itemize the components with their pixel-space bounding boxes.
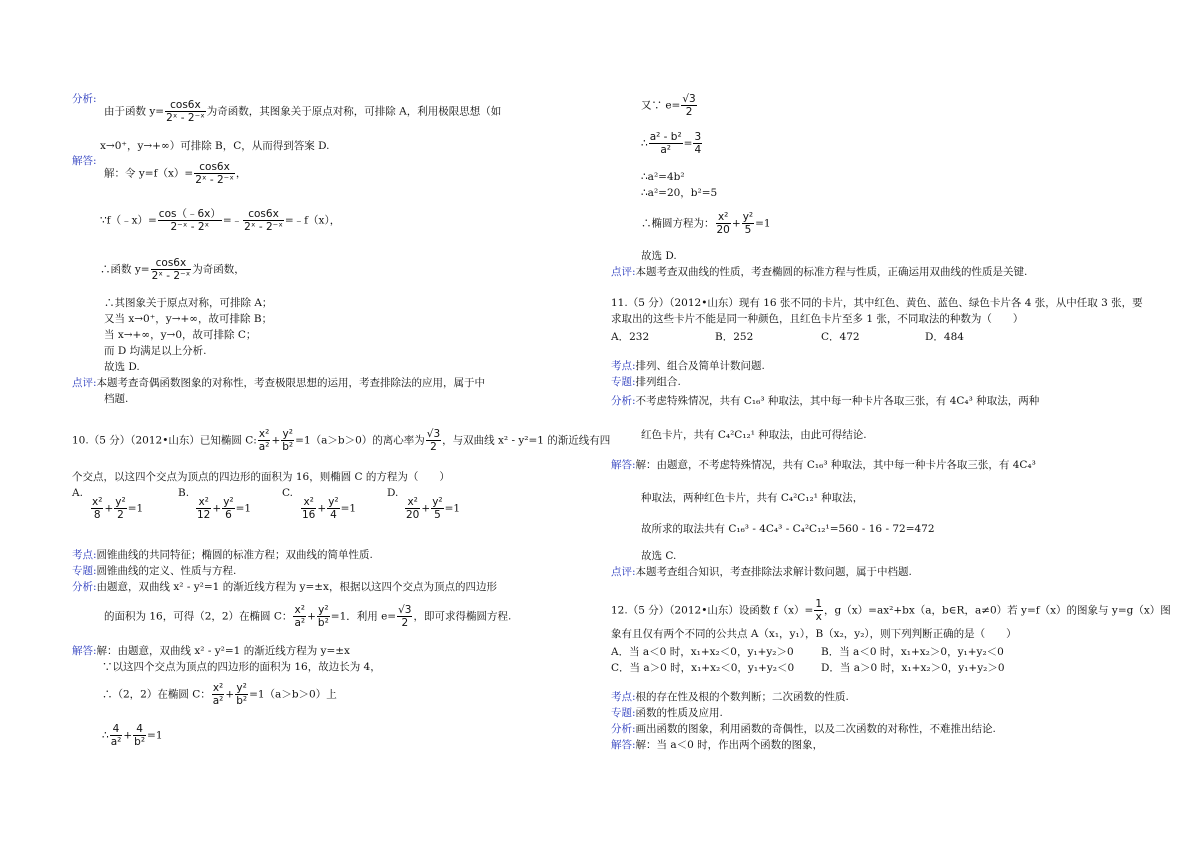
solution-line-6: 当 x→+∞，y→0，故可排除 C； xyxy=(104,329,257,341)
fraction: $\frac{\text{x²}}{\text{a²}}$ xyxy=(258,428,270,453)
analysis-line-5: 分析:不考虑特殊情况，共有 C₁₆³ 种取法，其中每一种卡片各取三张，有 4C₄³ 种取法，两种 xyxy=(611,395,1040,407)
analysis-line-1: 由于函数 y= $\frac{\cos 6x}{\text{2ˣ - 2⁻ˣ}}$ 为奇函数，其图象关于原点对称，可排除 A，利用极限思想（如 xyxy=(104,99,502,124)
point-line-2: 考点:排列、组合及简单计数问题. xyxy=(611,360,765,372)
comment-line-3: 点评:本题考查双曲线的性质，考查椭圆的标准方程与性质，正确运用双曲线的性质是关键. xyxy=(611,266,1028,278)
fraction: $\frac{\cos(﹣6x)}{\text{2⁻ˣ - 2ˣ}}$ xyxy=(158,208,221,233)
fraction: $\frac{\cos 6x}{\text{2ˣ - 2⁻ˣ}}$ xyxy=(166,99,205,124)
fraction: $\frac{\cos 6x}{\text{2ˣ - 2⁻ˣ}}$ xyxy=(244,208,283,233)
q12-option-b: B．当 a＜0 时，x₁+x₂＞0，y₁+y₂＜0 xyxy=(821,646,1004,658)
option-b-formula: $\frac{\text{x²}}{12}$ + $\frac{\text{y²}}{6}$ =1 xyxy=(197,496,252,521)
analysis-line-3: 分析:由题意，双曲线 x² - y²=1 的渐近线方程为 y=±x，根据以这四个交点为顶点的四边形 xyxy=(72,581,497,593)
analysis-label: 分析: xyxy=(72,93,97,105)
analysis-line-4: 的面积为 16，可得（2，2）在椭圆 C： $\frac{\text{x²}}{\text{a²}}$ + $\frac{\text{y²}}{\text{b²}}$ =1．利用 e= $\frac{√3}{2}$ ，即可求得椭圆方程. xyxy=(104,604,512,629)
solution-line-18: 故选 D. xyxy=(641,250,677,262)
topic-line-2: 专题:排列组合. xyxy=(611,376,681,388)
solution-line-10: ∵以这四个交点为顶点的四边形的面积为 16，故边长为 4， xyxy=(102,661,381,673)
solution-line-21: 故所求的取法共有 C₁₆³ - 4C₄³ - C₄²C₁₂¹=560 - 16 - 72=472 xyxy=(641,523,935,535)
solution-line-8: 故选 D. xyxy=(104,361,140,373)
solution-line-19: 解答:解：由题意，不考虑特殊情况，共有 C₁₆³ 种取法，其中每一种卡片各取三张，有 4C₄³ xyxy=(611,459,1036,471)
question-11-line-2: 求取出的这些卡片不能是同一种颜色，且红色卡片至多 1 张，不同取法的种数为（ ） xyxy=(611,313,1024,325)
comment-label: 点评: xyxy=(72,377,97,389)
option-a-formula: $\frac{\text{x²}}{8}$ + $\frac{\text{y²}}{2}$ =1 xyxy=(92,496,144,521)
analysis-line-6: 红色卡片，共有 C₄²C₁₂¹ 种取法，由此可得结论. xyxy=(641,429,867,441)
solution-line-12: ∴ $\frac{4}{\text{a²}}$ + $\frac{4}{\text{b²}}$ =1 xyxy=(102,723,163,748)
question-12-line-1: 12.（5 分）（2012•山东）设函数 f（x）= $\frac{1}{x}$ ，g（x）=ax²+bx（a，b∈R，a≠0）若 y=f（x）的图象与 y=g（x）图 xyxy=(611,598,1171,623)
fraction: $\frac{√3}{2}$ xyxy=(426,428,441,453)
comment-line-4: 点评:本题考查组合知识，考查排除法求解计数问题，属于中档题. xyxy=(611,566,912,578)
solution-line-5: 又当 x→0⁺，y→+∞，故可排除 B； xyxy=(104,313,273,325)
topic-line-3: 专题:函数的性质及应用. xyxy=(611,707,723,719)
solution-line-17: ∴椭圆方程为： $\frac{\text{x²}}{20}$ + $\frac{\text{y²}}{5}$ =1 xyxy=(641,211,771,236)
solution-line-11: ∴（2，2）在椭圆 C： $\frac{\text{x²}}{\text{a²}}$ + $\frac{\text{y²}}{\text{b²}}$ =1（a＞b＞0）上 xyxy=(102,682,337,707)
solution-line-20: 种取法，两种红色卡片，共有 C₄²C₁₂¹ 种取法， xyxy=(641,492,864,504)
q12-option-d: D．当 a＞0 时，x₁+x₂＞0，y₁+y₂＞0 xyxy=(821,662,1005,674)
option-b: B. xyxy=(178,487,190,499)
solution-line-23: 解答:解：当 a＜0 时，作出两个函数的图象， xyxy=(611,739,824,751)
point-line: 考点:圆锥曲线的共同特征；椭圆的标准方程；双曲线的简单性质. xyxy=(72,549,373,561)
question-10-line-1: 10.（5 分）（2012•山东）已知椭圆 C: $\frac{\text{x²}}{\text{a²}}$ + $\frac{\text{y²}}{\text{b²}}$ =1（a＞b＞0）的离心率为 $\frac{√3}{2}$ ，与双曲线 x² - y²=1 的渐近线有四 xyxy=(72,428,611,453)
solution-line-13: 又∵ e= $\frac{√3}{2}$ xyxy=(641,93,696,118)
option-a: A. xyxy=(72,487,83,499)
option-d: D. xyxy=(387,487,399,499)
solution-label: 解答: xyxy=(72,155,97,167)
solution-line-15: ∴a²=4b² xyxy=(641,171,685,183)
solution-line-16: ∴a²=20，b²=5 xyxy=(641,187,718,199)
solution-line-1: 解：令 y=f（x）= $\frac{\cos 6x}{\text{2ˣ - 2⁻ˣ}}$ ， xyxy=(104,161,247,186)
solution-line-2: ∵f（﹣x）= $\frac{\cos(﹣6x)}{\text{2⁻ˣ - 2ˣ}}$ =﹣ $\frac{\cos 6x}{\text{2ˣ - 2⁻ˣ}}$ =﹣f（x）， xyxy=(100,208,341,233)
option-d-formula: $\frac{\text{x²}}{20}$ + $\frac{\text{y²}}{5}$ =1 xyxy=(406,496,461,521)
q11-option-d: D．484 xyxy=(925,331,964,343)
fraction: $\frac{\cos 6x}{\text{2ˣ - 2⁻ˣ}}$ xyxy=(195,161,234,186)
fraction: $\frac{\cos 6x}{\text{2ˣ - 2⁻ˣ}}$ xyxy=(151,257,191,282)
q11-option-a: A．232 xyxy=(611,331,650,343)
option-c: C. xyxy=(282,487,293,499)
option-c-formula: $\frac{\text{x²}}{16}$ + $\frac{\text{y²}}{4}$ =1 xyxy=(302,496,357,521)
solution-line-22: 故选 C. xyxy=(641,550,677,562)
comment-line-1: 点评:本题考查奇偶函数图象的对称性，考查极限思想的运用，考查排除法的应用，属于中 xyxy=(72,377,486,389)
question-11-line-1: 11.（5 分）（2012•山东）现有 16 张不同的卡片，其中红色、黄色、蓝色、绿色卡片各 4 张，从中任取 3 张，要 xyxy=(611,297,1143,309)
analysis-line-2: x→0⁺，y→+∞）可排除 B，C，从而得到答案 D. xyxy=(100,140,330,152)
solution-line-3: ∴函数 y= $\frac{\cos 6x}{\text{2ˣ - 2⁻ˣ}}$ 为奇函数， xyxy=(100,257,245,282)
solution-line-14: ∴ $\frac{\text{a² - b²}}{\text{a²}}$ = $\frac{3}{4}$ xyxy=(641,131,702,156)
solution-line-4: ∴其图象关于原点对称，可排除 A； xyxy=(104,297,273,309)
fraction: $\frac{\text{y²}}{\text{b²}}$ xyxy=(282,428,294,453)
topic-line: 专题:圆锥曲线的定义、性质与方程. xyxy=(72,565,237,577)
question-12-line-2: 象有且仅有两个不同的公共点 A（x₁，y₁），B（x₂，y₂），则下列判断正确的是（ ） xyxy=(611,628,1017,640)
q12-option-c: C．当 a＞0 时，x₁+x₂＜0，y₁+y₂＜0 xyxy=(611,662,795,674)
comment-line-2: 档题. xyxy=(104,393,129,405)
question-10-line-2: 个交点，以这四个交点为顶点的四边形的面积为 16，则椭圆 C 的方程为（ ） xyxy=(72,471,450,483)
point-line-3: 考点:根的存在性及根的个数判断；二次函数的性质. xyxy=(611,691,849,703)
q12-option-a: A．当 a＜0 时，x₁+x₂＜0，y₁+y₂＞0 xyxy=(611,646,794,658)
solution-line-9: 解答:解：由题意，双曲线 x² - y²=1 的渐近线方程为 y=±x xyxy=(72,645,350,657)
analysis-line-7: 分析:画出函数的图象，利用函数的奇偶性，以及二次函数的对称性，不难推出结论. xyxy=(611,723,996,735)
solution-line-7: 而 D 均满足以上分析. xyxy=(104,345,207,357)
q11-option-b: B．252 xyxy=(715,331,754,343)
q11-option-c: C．472 xyxy=(821,331,860,343)
